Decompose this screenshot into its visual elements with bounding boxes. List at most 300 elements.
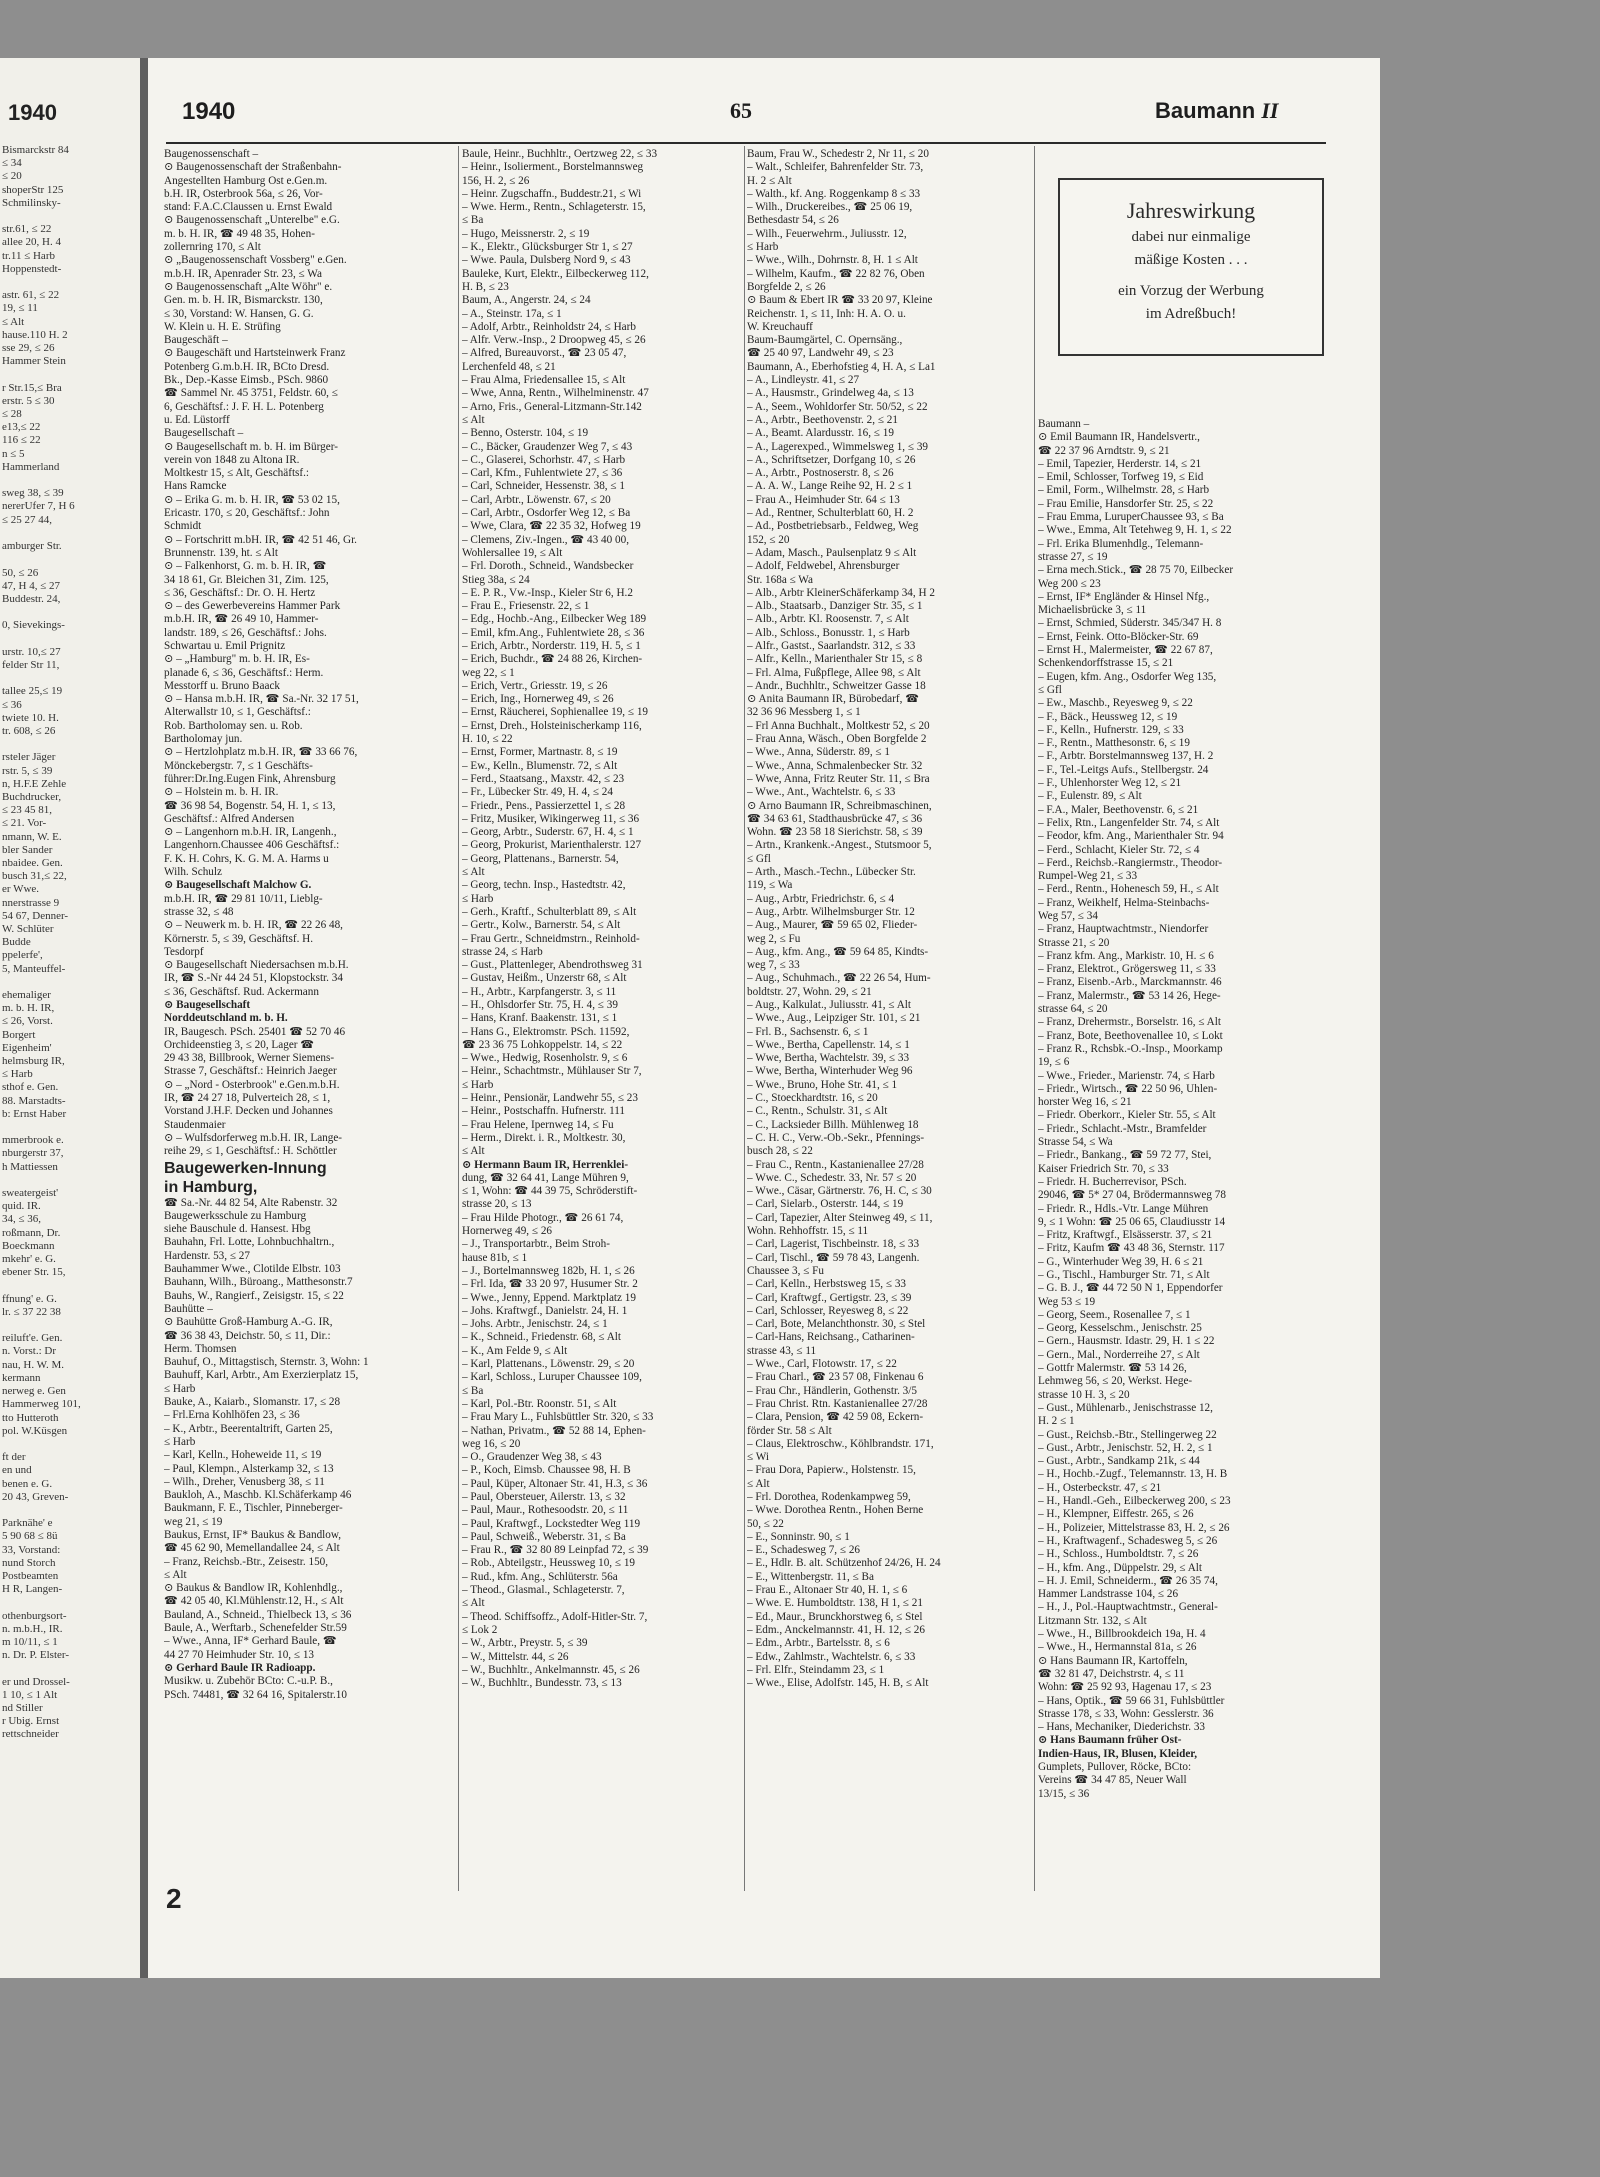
directory-entry-line: – H., Schloss., Humboldtstr. 7, ≤ 26: [1038, 1548, 1199, 1561]
directory-entry-line: – O., Graudenzer Weg 38, ≤ 43: [462, 1451, 602, 1464]
directory-entry-line: – Paul, Küper, Altonaer Str. 41, H.3, ≤ 36: [462, 1477, 648, 1490]
directory-entry-line: – Hans, Mechaniker, Diederichstr. 33: [1038, 1721, 1206, 1734]
directory-entry-line: Chaussee 3, ≤ Fu: [747, 1264, 824, 1277]
directory-entry-line: – C., Glaserei, Schorhstr. 47, ≤ Harb: [462, 453, 626, 466]
directory-entry-line: m.b.H. IR, ☎ 26 49 10, Hammer-: [164, 613, 319, 626]
directory-entry-line: ⊙ Baugenossenschaft der Straßenbahn-: [164, 161, 342, 174]
directory-entry-line: ≤ Wi: [747, 1451, 769, 1464]
left-page-line: twiete 10. H.: [2, 711, 59, 724]
directory-entry-line: – Benno, Osterstr. 104, ≤ 19: [462, 427, 589, 440]
directory-entry-line: – Johs. Kraftwgf., Danielstr. 24, H. 1: [462, 1304, 628, 1317]
directory-entry-line: b.H. IR, Osterbrook 56a, ≤ 26, Vor-: [164, 187, 323, 200]
directory-entry-line: – Franz, Eisenb.-Arb., Marckmannstr. 46: [1038, 976, 1222, 989]
directory-entry-line: PSch. 74481, ☎ 32 64 16, Spitalerstr.10: [164, 1688, 347, 1701]
directory-entry-line: Potenberg G.m.b.H. IR, BCto Dresd.: [164, 360, 330, 373]
directory-entry-line: – Wwe., Ant., Wachtelstr. 6, ≤ 33: [747, 786, 896, 799]
directory-entry-line: – Aug., Maurer, ☎ 59 65 02, Flieder-: [747, 919, 918, 932]
directory-entry-line: – Heinr., Pensionär, Landwehr 55, ≤ 23: [462, 1092, 638, 1105]
directory-entry-line: – Heinr. Zugschaffn., Buddestr.21, ≤ Wi: [462, 187, 642, 200]
left-page-line: H R, Langen-: [2, 1583, 63, 1596]
directory-entry-line: ⊙ Arno Baumann IR, Schreibmaschinen,: [747, 799, 932, 812]
left-page-year: 1940: [8, 100, 57, 125]
left-page-line: [2, 1319, 138, 1332]
directory-entry-line: – Frau Charl., ☎ 23 57 08, Finkenau 6: [747, 1371, 924, 1384]
left-page-line: Hammerweg 101,: [2, 1398, 81, 1411]
directory-entry-line: – Wwe, Bertha, Winterhuder Weg 96: [747, 1065, 913, 1078]
directory-entry-line: – Frau E., Altonaer Str 40, H. 1, ≤ 6: [747, 1584, 908, 1597]
directory-entry-line: – Friedr., Schlacht.-Mstr., Bramfelder: [1038, 1122, 1207, 1135]
directory-entry-line: 29 43 38, Billbrook, Werner Siemens-: [164, 1052, 335, 1065]
directory-entry-line: verein von 1848 zu Altona IR.: [164, 453, 300, 466]
directory-entry-line: – H., J., Pol.-Hauptwachtmstr., General-: [1038, 1601, 1218, 1614]
directory-entry-line: förder Str. 58 ≤ Alt: [747, 1424, 832, 1437]
directory-entry-line: u. Ed. Lüstorff: [164, 413, 230, 426]
directory-entry-line: H. 2 ≤ 1: [1038, 1415, 1075, 1428]
directory-entry-line: – Emil, Schlosser, Torfweg 19, ≤ Eid: [1038, 471, 1204, 484]
directory-entry-line: – Georg, Kesselschm., Jenischstr. 25: [1038, 1322, 1202, 1335]
left-page-line: [2, 1504, 138, 1517]
directory-entry-line: Rumpel-Weg 21, ≤ 33: [1038, 870, 1138, 883]
directory-entry-line: IR, Baugesch. PSch. 25401 ☎ 52 70 46: [164, 1025, 346, 1038]
left-page-line: str.61, ≤ 22: [2, 223, 52, 236]
directory-entry-line: – Wwe., Aug., Leipziger Str. 101, ≤ 21: [747, 1012, 921, 1025]
directory-entry-line: 9, ≤ 1 Wohn: ☎ 25 06 65, Claudiusstr 14: [1038, 1215, 1226, 1228]
directory-entry-line: Wilh. Schulz: [164, 866, 222, 879]
directory-entry-line: – Frl. Dorothea, Rodenkampweg 59,: [747, 1490, 911, 1503]
directory-entry-line: – Fr., Lübecker Str. 49, H. 4, ≤ 24: [462, 786, 613, 799]
directory-entry-line: – Artn., Krankenk.-Angest., Stutsmoor 5,: [747, 839, 932, 852]
directory-entry-line: Staudenmaier: [164, 1118, 226, 1131]
directory-entry-line: – Carl, Arbtr., Osdorfer Weg 12, ≤ Ba: [462, 507, 631, 520]
directory-entry-line: – Wwe, Bertha, Wachtelstr. 39, ≤ 33: [747, 1052, 910, 1065]
directory-entry-line: Borgfelde 2, ≤ 26: [747, 280, 826, 293]
directory-entry-line: ≤ Harb: [164, 1382, 196, 1395]
directory-entry-line: ≤ Ba: [462, 214, 484, 227]
directory-entry-line: – Wwe., Cäsar, Gärtnerstr. 76, H. C, ≤ 30: [747, 1185, 932, 1198]
directory-entry-line: – Emil, Tapezier, Herderstr. 14, ≤ 21: [1038, 457, 1202, 470]
directory-entry-line: Alterwallstr 10, ≤ 1, Geschäftsf.:: [164, 706, 311, 719]
left-page-line: tallee 25,≤ 19: [2, 685, 63, 698]
directory-entry-line: Baule, A., Werftarb., Schenefelder Str.59: [164, 1622, 347, 1635]
directory-entry-line: – G., Winterhuder Weg 39, H. 6 ≤ 21: [1038, 1255, 1204, 1268]
directory-entry-line: – Wwe., Elise, Adolfstr. 145, H. B, ≤ Alt: [747, 1677, 929, 1690]
left-page-line: sweatergeist': [2, 1187, 59, 1200]
left-page-line: nmann, W. E.: [2, 830, 62, 843]
directory-entry-line: – Ernst, Dreh., Holsteinischerkamp 116,: [462, 719, 642, 732]
directory-entry-line: – Karl, Kelln., Hoheweide 11, ≤ 19: [164, 1449, 322, 1462]
left-page-line: sthof e. Gen.: [2, 1081, 59, 1094]
printer-signature: 2: [166, 1883, 182, 1914]
directory-entry-line: – Gottfr Malermstr. ☎ 53 14 26,: [1038, 1362, 1187, 1375]
directory-entry-line: – Erna mech.Stick., ☎ 28 75 70, Eilbecker: [1038, 564, 1234, 577]
left-page-line: 0, Sievekings-: [2, 619, 65, 632]
left-page-line: n, H.F.E Zehle: [2, 777, 67, 790]
left-page-line: rstr. 5, ≤ 39: [2, 764, 53, 777]
left-page-line: Postbeamten: [2, 1569, 59, 1582]
directory-entry-line: ☎ 36 38 43, Deichstr. 50, ≤ 11, Dir.:: [164, 1329, 331, 1342]
directory-entry-line: – Frau C., Rentn., Kastanienallee 27/28: [747, 1158, 924, 1171]
directory-entry-line: Baum, A., Angerstr. 24, ≤ 24: [462, 294, 591, 307]
directory-entry-line: Schwartau u. Emil Prignitz: [164, 639, 286, 652]
directory-entry-line: 152, ≤ 20: [747, 533, 790, 546]
directory-entry-line: Indien-Haus, IR, Blusen, Kleider,: [1038, 1747, 1198, 1760]
directory-entry-line: – Paul, Schweiß., Weberstr. 31, ≤ Ba: [462, 1530, 626, 1543]
directory-entry-line: – Adolf, Arbtr., Reinholdstr 24, ≤ Harb: [462, 320, 636, 333]
directory-entry-line: – A., Schriftsetzer, Dorfgang 10, ≤ 26: [747, 453, 916, 466]
directory-entry-line: – Carl, Schlosser, Reyesweg 8, ≤ 22: [747, 1304, 909, 1317]
directory-entry-line: – H., Polizeier, Mittelstrasse 83, H. 2, ≤ 26: [1038, 1521, 1230, 1534]
left-page-line: Hammer Stein: [2, 355, 66, 368]
directory-entry-line: – Georg, Prokurist, Marienthalerstr. 127: [462, 839, 642, 852]
directory-entry-line: H. 2 ≤ Alt: [747, 174, 792, 187]
directory-entry-line: – Heinr., Postschaffn. Hufnerstr. 111: [462, 1105, 626, 1118]
directory-entry-line: – E. P. R., Vw.-Insp., Kieler Str 6, H.2: [462, 586, 633, 599]
directory-entry-line: – Fritz, Kraftwgf., Elsässerstr. 37, ≤ 21: [1038, 1229, 1213, 1242]
directory-entry-line: – Aug., Arbtr, Friedrichstr. 6, ≤ 4: [747, 892, 895, 905]
left-page-line: tto Hutteroth: [2, 1411, 59, 1424]
directory-entry-line: Strasse 54, ≤ Wa: [1038, 1136, 1113, 1149]
left-page-line: [2, 633, 138, 646]
directory-entry-line: – Aug., Kalkulat., Juliusstr. 41, ≤ Alt: [747, 999, 912, 1011]
directory-entry-line: Weg 53 ≤ 19: [1038, 1295, 1096, 1308]
column-rule: [458, 146, 459, 1891]
directory-entry-line: – Wwe., Anna, Süderstr. 89, ≤ 1: [747, 746, 890, 759]
left-page-line: quid. IR.: [2, 1200, 41, 1213]
left-page-line: 19, ≤ 11: [2, 302, 38, 315]
directory-entry-line: Strasse 178, ≤ 33, Wohn: Gesslerstr. 36: [1038, 1707, 1214, 1720]
directory-entry-line: – Alb., Staatsarb., Danziger Str. 35, ≤ 1: [747, 600, 923, 613]
directory-entry-line: strasse 27, ≤ 19: [1038, 550, 1108, 563]
directory-entry-line: Wohn. ☎ 23 58 18 Sierichstr. 58, ≤ 39: [747, 826, 923, 839]
directory-entry-line: – Wwe, Anna, Fritz Reuter Str. 11, ≤ Bra: [747, 772, 930, 785]
directory-entry-line: – Emil, Form., Wilhelmstr. 28, ≤ Harb: [1038, 484, 1210, 497]
directory-entry-line: – A., Steinstr. 17a, ≤ 1: [462, 307, 562, 320]
directory-entry-line: – Wwe., Wilh., Dohrnstr. 8, H. 1 ≤ Alt: [747, 254, 918, 267]
directory-entry-line: Angestellten Hamburg Ost e.Gen.m.: [164, 174, 328, 187]
directory-entry-line: siehe Bauschule d. Hansest. Hbg: [164, 1223, 311, 1236]
directory-entry-line: – Frau Helene, Ipernweg 14, ≤ Fu: [462, 1118, 614, 1131]
directory-entry-line: – H., Klempner, Eiffestr. 265, ≤ 26: [1038, 1508, 1194, 1521]
left-page-line: n. Dr. P. Elster-: [2, 1649, 69, 1662]
directory-entry-line: 50, ≤ 22: [747, 1517, 784, 1530]
left-page-line: rsteler Jäger: [2, 751, 56, 764]
directory-entry-line: Tesdorpf: [164, 945, 204, 958]
directory-entry-line: – Carl, Schneider, Hessenstr. 38, ≤ 1: [462, 480, 625, 493]
ad-line: dabei nur einmalige: [1131, 229, 1251, 245]
left-page-line: othenburgsort-: [2, 1609, 67, 1622]
left-page-line: busch 31,≤ 22,: [2, 870, 67, 883]
left-page-line: 47, H 4, ≤ 27: [2, 579, 60, 592]
directory-entry-line: – Frau R., ☎ 32 80 89 Leinpfad 72, ≤ 39: [462, 1544, 649, 1557]
directory-entry-line: ⊙ – des Gewerbevereins Hammer Park: [164, 600, 341, 613]
directory-entry-line: – Franz, Malermstr., ☎ 53 14 26, Hege-: [1038, 989, 1221, 1002]
directory-entry-line: – Emil, kfm.Ang., Fuhlentwiete 28, ≤ 36: [462, 626, 645, 639]
directory-entry-line: – E., Schadesweg 7, ≤ 26: [747, 1544, 861, 1557]
directory-entry-line: – A. A. W., Lange Reihe 92, H. 2 ≤ 1: [747, 480, 913, 493]
directory-entry-line: ≤ Harb: [462, 1078, 494, 1091]
directory-entry-line: – H., Hochb.-Zugf., Telemannstr. 13, H. B: [1038, 1468, 1228, 1481]
directory-entry-line: ≤ Ba: [462, 1384, 484, 1397]
directory-entry-line: – Gust., Arbtr., Jenischstr. 52, H. 2, ≤ 1: [1038, 1441, 1213, 1454]
left-page-line: ehemaliger: [2, 989, 51, 1001]
directory-entry-line: – H., Osterbeckstr. 47, ≤ 21: [1038, 1481, 1162, 1494]
directory-entry-line: Vereins ☎ 34 47 85, Neuer Wall: [1038, 1774, 1187, 1787]
directory-entry-line: 13/15, ≤ 36: [1038, 1787, 1090, 1800]
directory-entry-line: – Erich, Ing., Hornerweg 49, ≤ 26: [462, 693, 614, 706]
directory-entry-line: Messtorff u. Bruno Baack: [164, 679, 280, 692]
directory-entry-line: ≤ Harb: [747, 241, 779, 254]
directory-entry-line: Hornerweg 49, ≤ 26: [462, 1225, 553, 1238]
left-page-line: ≤ 23 45 81,: [2, 804, 53, 817]
directory-entry-line: ⊙ – „Hamburg" m. b. H. IR, Es-: [164, 653, 310, 666]
directory-entry-line: Hardenstr. 53, ≤ 27: [164, 1249, 250, 1262]
column-3: [747, 148, 1040, 1908]
directory-entry-line: Bk., Dep.-Kasse Eimsb., PSch. 9860: [164, 374, 329, 387]
directory-entry-line: – Aug., Arbtr. Wilhelmsburger Str. 12: [747, 905, 915, 918]
directory-entry-line: – Hans G., Elektromstr. PSch. 11592,: [462, 1025, 630, 1038]
directory-entry-line: – A., Hausmstr., Grindelweg 4a, ≤ 13: [747, 387, 914, 400]
header-volume: II: [1261, 98, 1279, 123]
directory-entry-line: strasse 20, ≤ 13: [462, 1198, 532, 1211]
directory-entry-line: ≤ Alt: [747, 1477, 770, 1490]
left-page-line: en und: [2, 1464, 32, 1477]
directory-entry-line: Litzmann Str. 132, ≤ Alt: [1038, 1614, 1147, 1627]
directory-entry-line: Vorstand J.H.F. Decken und Johannes: [164, 1105, 333, 1118]
directory-entry-line: – Franz, Drehermstr., Borselstr. 16, ≤ Alt: [1038, 1016, 1221, 1029]
directory-entry-line: ⊙ – Falkenhorst, G. m. b. H. IR, ☎: [164, 560, 327, 573]
directory-entry-line: – Heinr., Isolierment., Borstelmannsweg: [462, 161, 644, 174]
directory-entry-line: – Feodor, kfm. Ang., Marienthaler Str. 94: [1038, 830, 1224, 843]
left-page-line: lr. ≤ 37 22 38: [2, 1305, 61, 1318]
directory-entry-line: – Franz, Hauptwachtmstr., Niendorfer: [1038, 923, 1209, 936]
directory-entry-line: ⊙ – Hansa m.b.H. IR, ☎ Sa.-Nr. 32 17 51,: [164, 693, 359, 706]
directory-entry-line: ☎ 32 81 47, Deichstrstr. 4, ≤ 11: [1038, 1667, 1185, 1680]
directory-entry-line: ⊙ – Hertzlohplatz m.b.H. IR, ☎ 33 66 76,: [164, 746, 358, 759]
left-page-line: nnerstrasse 9: [2, 896, 60, 909]
directory-entry-line: – Erich, Arbtr., Norderstr. 119, H. 5, ≤ 1: [462, 639, 641, 652]
left-page-line: Boeckmann: [2, 1239, 55, 1252]
left-page-line: Hoppenstedt-: [2, 262, 62, 275]
directory-entry-line: – Wwe, Anna, Rentn., Wilhelminenstr. 47: [462, 387, 649, 400]
left-page-line: mkehr' e. G.: [2, 1253, 56, 1266]
directory-entry-line: – Franz kfm. Ang., Markistr. 10, H. ≤ 6: [1038, 949, 1214, 962]
left-page-line: ≤ Alt: [2, 315, 25, 328]
left-page-line: 54 67, Denner-: [2, 909, 69, 922]
directory-entry-line: – Rud., kfm. Ang., Schlüterstr. 56a: [462, 1570, 618, 1583]
directory-entry-line: – Nathan, Privatm., ☎ 52 88 14, Ephen-: [462, 1424, 646, 1437]
directory-entry-line: führer:Dr.Ing.Eugen Fink, Ahrensburg: [164, 772, 336, 785]
left-page-line: [2, 474, 138, 487]
directory-entry-line: – A., Arbtr., Beethovenstr. 2, ≤ 21: [747, 413, 898, 426]
directory-entry-line: – K., Schneid., Friedenstr. 68, ≤ Alt: [462, 1331, 622, 1344]
directory-entry-line: Mönckebergstr. 7, ≤ 1 Geschäfts-: [164, 759, 313, 772]
directory-entry-line: ☎ 25 40 97, Landwehr 49, ≤ 23: [747, 347, 894, 360]
directory-entry-line: – Wwe., H., Billbrookdeich 19a, H. 4: [1038, 1628, 1206, 1641]
left-page-line: 116 ≤ 22: [2, 434, 41, 447]
directory-entry-line: ≤ Gfl: [747, 852, 771, 865]
left-page-line: sse 29, ≤ 26: [2, 342, 55, 355]
directory-entry-line: – C., Rentn., Schulstr. 31, ≤ Alt: [747, 1105, 888, 1118]
left-page-line: nund Storch: [2, 1556, 56, 1569]
left-page-line: n. Vorst.: Dr: [2, 1345, 56, 1358]
directory-entry-line: – Clemens, Ziv.-Ingen., ☎ 43 40 00,: [462, 533, 630, 546]
directory-entry-line: – C., Stoeckhardtstr. 16, ≤ 20: [747, 1092, 878, 1105]
directory-entry-line: – Edm., Arbtr., Bartelsstr. 8, ≤ 6: [747, 1637, 890, 1650]
directory-entry-line: Baumann, A., Eberhofstieg 4, H. A, ≤ La1: [747, 360, 936, 373]
directory-entry-line: – Gertr., Kolw., Barnerstr. 54, ≤ Alt: [462, 919, 621, 932]
column-4: [1038, 418, 1331, 1908]
directory-entry-line: ☎ 22 37 96 Arndtstr. 9, ≤ 21: [1038, 444, 1170, 457]
directory-entry-line: – Walth., kf. Ang. Roggenkamp 8 ≤ 33: [747, 187, 921, 200]
directory-entry-line: Baum-Baumgärtel, C. Opernsäng.,: [747, 334, 903, 347]
directory-entry-line: – Ferd., Staatsang., Maxstr. 42, ≤ 23: [462, 772, 625, 785]
directory-entry-line: – Wwe., H., Hermannstal 81a, ≤ 26: [1038, 1641, 1197, 1654]
directory-entry-line: – Karl, Plattenans., Löwenstr. 29, ≤ 20: [462, 1358, 635, 1371]
left-page-line: n. m.b.H., IR.: [2, 1622, 63, 1635]
directory-entry-line: – Friedr., Wirtsch., ☎ 22 50 96, Uhlen-: [1038, 1082, 1218, 1095]
directory-entry-line: Wohn. Rehhoffstr. 15, ≤ 11: [747, 1225, 869, 1238]
directory-entry-line: – Alfr., Kelln., Marienthaler Str 15, ≤ 8: [747, 653, 923, 666]
directory-entry-line: – Aug., kfm. Ang., ☎ 59 64 85, Kindts-: [747, 945, 929, 958]
directory-entry-line: Reichenstr. 1, ≤ 11, Inh: H. A. O. u.: [747, 307, 906, 320]
directory-entry-line: – A., Beamt. Alardusstr. 16, ≤ 19: [747, 427, 894, 440]
left-page-line: mmerbrook e.: [2, 1134, 64, 1147]
directory-entry-line: – Ernst, Schmied, Süderstr. 345/347 H. 8: [1038, 617, 1222, 630]
directory-page: [148, 58, 1380, 1978]
directory-entry-line: – Frau Emilie, Hansdorfer Str. 25, ≤ 22: [1038, 497, 1214, 510]
left-page-line: nbaidee. Gen.: [2, 856, 63, 869]
directory-entry-line: Baule, Heinr., Buchhltr., Oertzweg 22, ≤ 33: [462, 148, 658, 160]
directory-entry-line: 119, ≤ Wa: [747, 879, 793, 892]
directory-entry-line: – Adolf, Feldwebel, Ahrensburger: [747, 560, 900, 573]
directory-entry-line: Lehmweg 56, ≤ 20, Werkst. Hege-: [1038, 1375, 1193, 1388]
directory-entry-line: Musikw. u. Zubehör BCto: C.-u.P. B.,: [164, 1675, 333, 1688]
left-page-line: er und Drossel-: [2, 1675, 70, 1688]
directory-entry-line: Norddeutschland m. b. H.: [164, 1012, 288, 1025]
left-page-line: [2, 276, 138, 289]
directory-entry-line: – Friedr. R., Hdls.-Vtr. Lange Mühren: [1038, 1202, 1209, 1215]
directory-entry-line: – Fritz, Kaufm ☎ 43 48 36, Sternstr. 117: [1038, 1242, 1225, 1255]
left-page-line: benen e. G.: [2, 1477, 53, 1490]
directory-entry-line: Geschäftsf.: Alfred Andersen: [164, 812, 295, 825]
directory-entry-line: Bauhuf, O., Mittagstisch, Sternstr. 3, Wohn: 1: [164, 1356, 369, 1369]
directory-entry-line: – J., Bortelmannsweg 182b, H. 1, ≤ 26: [462, 1264, 635, 1277]
directory-entry-line: – Adam, Masch., Paulsenplatz 9 ≤ Alt: [747, 546, 917, 559]
directory-entry-line: – Carl, Sielarb., Osterstr. 144, ≤ 19: [747, 1198, 904, 1211]
directory-entry-line: – Karl, Pol.-Btr. Roonstr. 51, ≤ Alt: [462, 1397, 617, 1410]
directory-entry-line: in Hamburg,: [164, 1178, 258, 1196]
directory-entry-line: Michaelisbrücke 3, ≤ 11: [1038, 604, 1147, 617]
left-page-line: 50, ≤ 26: [2, 566, 39, 579]
left-page-line: [2, 553, 138, 566]
directory-entry-line: – Wilh., Druckereibes., ☎ 25 06 19,: [747, 201, 913, 214]
left-page-line: 1 10, ≤ 1 Alt: [2, 1688, 58, 1701]
directory-entry-line: strasse 64, ≤ 20: [1038, 1003, 1108, 1016]
directory-entry-line: ⊙ Emil Baumann IR, Handelsvertr.,: [1038, 431, 1200, 444]
directory-entry-line: ⊙ – Erika G. m. b. H. IR, ☎ 53 02 15,: [164, 493, 340, 506]
directory-entry-line: – Carl, Arbtr., Löwenstr. 67, ≤ 20: [462, 493, 611, 506]
left-page-line: ≤ Harb: [2, 1068, 33, 1081]
directory-entry-line: Baumann –: [1038, 418, 1090, 430]
directory-entry-line: m.b.H. IR, Apenrader Str. 23, ≤ Wa: [164, 267, 322, 280]
directory-entry-line: – Frau Anna, Wäsch., Oben Borgfelde 2: [747, 733, 927, 746]
directory-entry-line: ≤ Alt: [462, 1145, 485, 1158]
directory-entry-line: – W., Mittelstr. 44, ≤ 26: [462, 1650, 569, 1663]
directory-entry-line: – Alb., Arbtr. Kl. Roosenstr. 7, ≤ Alt: [747, 613, 909, 626]
directory-entry-line: – Ernst, IF* Engländer & Hinsel Nfg.,: [1038, 590, 1210, 603]
directory-entry-line: – Wwe., Anna, Schmalenbecker Str. 32: [747, 759, 923, 772]
left-page-line: [2, 1279, 138, 1292]
directory-entry-line: – F., Kelln., Hufnerstr. 129, ≤ 33: [1038, 723, 1184, 736]
left-page-line: 34, ≤ 36,: [2, 1213, 42, 1226]
directory-entry-line: – J., Transportarbtr., Beim Stroh-: [462, 1238, 610, 1251]
directory-entry-line: – Georg, Plattenans., Barnerstr. 54,: [462, 852, 619, 865]
directory-entry-line: – Alb., Arbtr KleinerSchäferkamp 34, H 2: [747, 586, 935, 599]
directory-entry-line: – Ernst, Former, Martnastr. 8, ≤ 19: [462, 746, 618, 759]
left-page-line: [2, 1174, 138, 1187]
directory-entry-line: – Ed., Maur., Brunckhorstweg 6, ≤ Stel: [747, 1610, 923, 1623]
left-page-line: kermann: [2, 1371, 41, 1384]
directory-entry-line: ≤ Alt: [462, 1597, 485, 1610]
left-page-line: Buchdrucker,: [2, 790, 62, 803]
directory-entry-line: Körnerstr. 5, ≤ 39, Geschäftsf. H.: [164, 932, 314, 945]
directory-entry-line: – Ferd., Reichsb.-Rangiermstr., Theodor-: [1038, 856, 1223, 869]
directory-entry-line: 29046, ☎ 5* 27 04, Brödermannsweg 78: [1038, 1189, 1226, 1202]
directory-entry-line: ⊙ Baugesellschaft Malchow G.: [164, 879, 312, 892]
directory-entry-line: Bauhuff, Karl, Arbtr., Am Exerzierplatz 15,: [164, 1369, 359, 1382]
directory-entry-line: Baugeschäft –: [164, 334, 228, 347]
directory-entry-line: – Franz, Weikhelf, Helma-Steinbachs-: [1038, 896, 1210, 909]
directory-entry-line: – Franz, Elektrot., Grögersweg 11, ≤ 33: [1038, 963, 1216, 976]
directory-entry-line: – Arth., Masch.-Techn., Lübecker Str.: [747, 866, 916, 879]
directory-entry-line: – Ernst H., Malermeister, ☎ 22 67 87,: [1038, 644, 1213, 657]
directory-entry-line: ⊙ Baugesellschaft m. b. H. im Bürger-: [164, 440, 338, 453]
directory-entry-line: weg 7, ≤ 33: [747, 959, 800, 972]
directory-entry-line: – Paul, Maur., Rothesoodstr. 20, ≤ 11: [462, 1504, 629, 1517]
header-running-title: [1155, 98, 1279, 126]
directory-entry-line: – Ew., Kelln., Blumenstr. 72, ≤ Alt: [462, 759, 618, 772]
left-page-line: W. Schlüter: [2, 922, 54, 935]
directory-entry-line: – Ernst, Feink. Otto-Blöcker-Str. 69: [1038, 630, 1199, 643]
directory-entry-line: – Theod. Schiffsoffz., Adolf-Hitler-Str. 7,: [462, 1610, 648, 1623]
directory-entry-line: Langenhorn.Chaussee 406 Geschäftsf.:: [164, 839, 340, 852]
directory-entry-line: – Gustav, Heißm., Unzerstr 68, ≤ Alt: [462, 972, 627, 985]
directory-entry-line: W. Kreuchauff: [747, 320, 813, 333]
directory-entry-line: – Gust., Mühlenarb., Jenischstrasse 12,: [1038, 1401, 1213, 1414]
directory-entry-line: – Ernst, Räucherei, Sophienallee 19, ≤ 19: [462, 706, 649, 719]
directory-entry-line: ⊙ – Langenhorn m.b.H. IR, Langenh.,: [164, 826, 337, 839]
directory-entry-line: Schmidt: [164, 520, 202, 533]
directory-entry-line: ⊙ Gerhard Baule IR Radioapp.: [164, 1661, 316, 1674]
header-year: 1940: [182, 98, 236, 125]
directory-entry-line: ≤ Alt: [462, 866, 485, 879]
directory-entry-line: – Paul, Klempn., Alsterkamp 32, ≤ 13: [164, 1462, 334, 1475]
directory-entry-line: IR, ☎ 24 27 18, Pulverteich 28, ≤ 1,: [164, 1092, 331, 1105]
directory-entry-line: – K., Arbtr., Beerentaltrift, Garten 25,: [164, 1422, 333, 1435]
directory-entry-line: – Karl, Schloss., Luruper Chaussee 109,: [462, 1371, 642, 1384]
directory-entry-line: ⊙ Bauhütte Groß-Hamburg A.-G. IR,: [164, 1316, 333, 1329]
directory-entry-line: – H. J. Emil, Schneiderm., ☎ 26 35 74,: [1038, 1574, 1218, 1587]
directory-entry-line: Baugenossenschaft –: [164, 148, 259, 160]
left-page-line: [2, 976, 138, 989]
directory-entry-line: – Frau Chr., Händlerin, Gothenstr. 3/5: [747, 1384, 917, 1397]
directory-entry-line: – Frau Gertr., Schneidmstrn., Reinhold-: [462, 932, 640, 945]
directory-entry-line: Herm. Thomsen: [164, 1342, 237, 1355]
directory-entry-line: Baugewerksschule zu Hamburg: [164, 1209, 307, 1222]
directory-entry-line: – Claus, Elektroschw., Köhlbrandstr. 171,: [747, 1437, 934, 1450]
directory-entry-line: – Gerh., Kraftf., Schulterblatt 89, ≤ Alt: [462, 905, 637, 918]
directory-entry-line: Strasse 7, Geschäftsf.: Heinrich Jaeger: [164, 1065, 337, 1078]
